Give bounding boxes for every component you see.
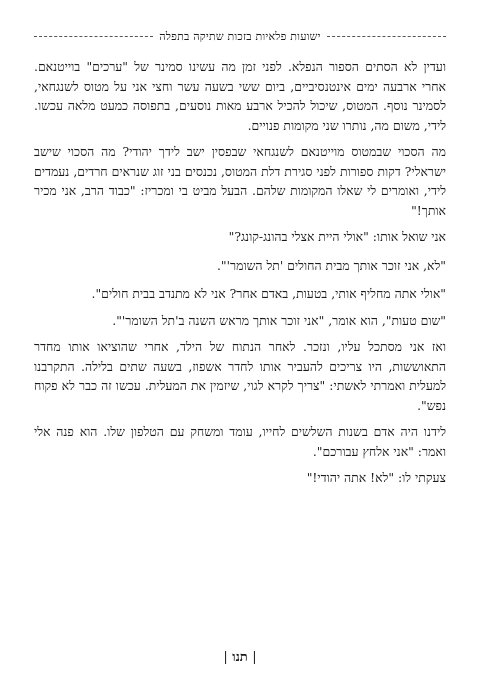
footer-separator-left: |: [223, 650, 228, 665]
paragraph-3: אני שואל אותו: "אולי היית אצלי בהונג-קונג?": [228, 229, 446, 244]
paragraph-9: צעקתי לו: "לא! אתה יהודי!": [306, 470, 446, 485]
paragraph-8: לידנו היה אדם בשנות השלשים לחייו, עומד ומשחק עם הטלפון שלו. הוא פנה אלי ואמר: "אני אלחץ עבורכם".: [34, 424, 446, 459]
footer-separator-right: |: [252, 650, 257, 665]
paragraph-7: ואז אני מסתכל עליו, ונזכר. לאחר הנתוח של הילד, אחרי שהוציאו אותו מחדר התאוששות, היו צריכים להעביר אותו לחדר אשפוז, בשעה שתים בלילה. התקרבנו למעלית ואמרתי לאשתי: "צריך לקרא לגוי, שיזמין את המעלית. עכשו זה כבר לא פקוח נפש".: [34, 339, 446, 413]
header-rule-right: [327, 36, 446, 37]
page-footer: [0, 649, 480, 665]
page-number: תנו: [232, 650, 248, 665]
paragraph-2: מה הסכוי שבמטוס מוייטנאם לשנגחאי שבפסין ישב לידך יהודי? מה הסכוי שישב ישראלי? דקות ספורות לפני סגירת דלת המטוס, נכנסים בני זוג שנראים חרדים, נעמדים לידי, ואומרים לי שאלו המקומות שלהם. הבעל מביט בי ומכריז: "כבוד הרב, אני מכיר אותך!": [34, 144, 446, 218]
header-rule-left: [34, 36, 153, 37]
paragraph-5: "אולי אתה מחליף אותי, בטעות, באדם אחר? אני לא מתנדב בבית חולים".: [91, 286, 446, 301]
paragraph-6: "שום טעות", הוא אומר, "אני זוכר אותך מראש השנה ב'תל השומר'".: [112, 312, 446, 328]
running-header-title: ישועות פלאיות בזכות שתיקה בתפלה: [159, 30, 321, 43]
running-header: [34, 30, 446, 43]
paragraph-1: ועדין לא הסתים הספור הנפלא. לפני זמן מה עשינו סמינר של "ערכים" בוייטנאם. אחרי ארבעה ימים אינטנסיביים, ביום ששי בשעה עשר וחצי אני על מטוס לשנגחאי, לסמינר נוסף. המטוס, שיכול להכיל ארבע מאות נוסעים, בתפוסה כמעט מלאה עכשו. לידי, משום מה, נותרו שני מקומות פנויים.: [34, 59, 446, 133]
paragraph-4: "לא, אני זוכר אותך מבית החולים 'תל השומר'".: [216, 257, 446, 273]
